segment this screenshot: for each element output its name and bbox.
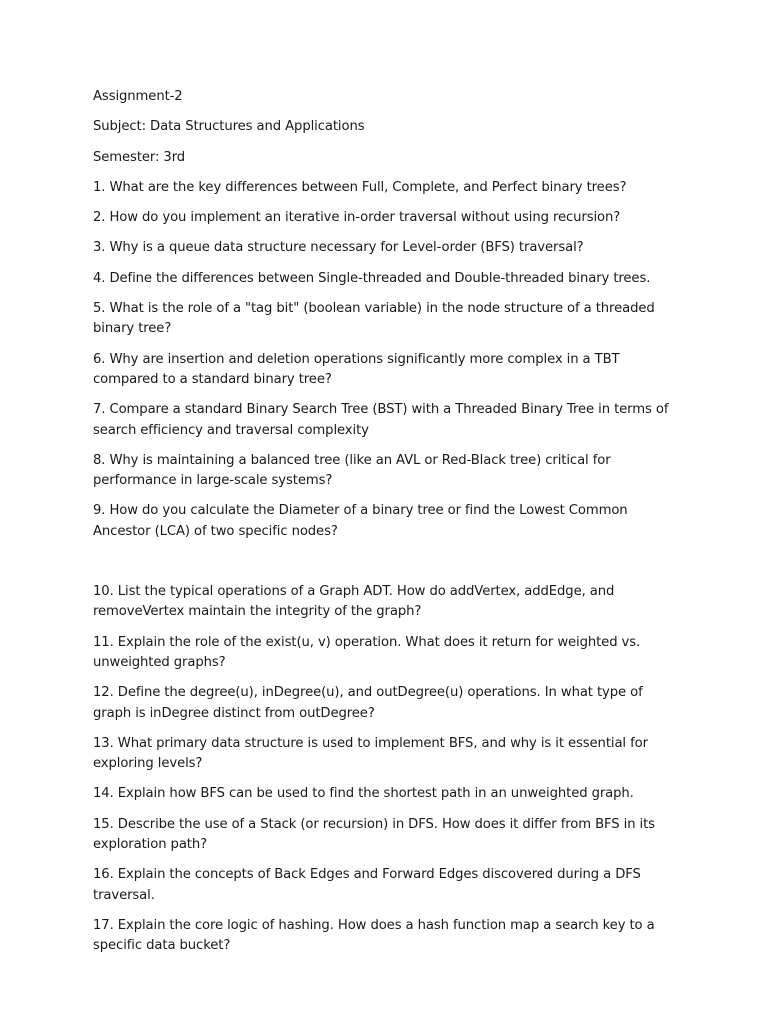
question-6: 6. Why are insertion and deletion operations significantly more complex in a TBT compared to a standard binary tree?: [93, 351, 620, 387]
question-9: 9. How do you calculate the Diameter of a binary tree or find the Lowest Common Ancestor (LCA) of two specific nodes?: [93, 503, 628, 539]
question-7: 7. Compare a standard Binary Search Tree (BST) with a Threaded Binary Tree in terms of search efficiency and traversal complexity: [93, 402, 669, 438]
question-13: 13. What primary data structure is used to implement BFS, and why is it essential for exploring levels?: [93, 735, 648, 772]
question-16: 16. Explain the concepts of Back Edges and Forward Edges discovered during a DFS traversal.: [93, 867, 641, 903]
question-10: 10. List the typical operations of a Graph ADT. How do addVertex, addEdge, and removeVertex maintain the integrity of the graph?: [93, 584, 615, 620]
assignment-title: Assignment-2: [93, 89, 183, 104]
question-8: 8. Why is maintaining a balanced tree (like an AVL or Red-Black tree) critical for performance in large-scale systems?: [93, 452, 611, 489]
question-12: 12. Define the degree(u), inDegree(u), and outDegree(u) operations. In what type of graph is inDegree distinct from outDegree?: [93, 685, 643, 721]
question-17: 17. Explain the core logic of hashing. How does a hash function map a search key to a specific data bucket?: [93, 917, 655, 954]
question-11: 11. Explain the role of the exist(u, v) operation. What does it return for weighted vs. unweighted graphs?: [93, 634, 641, 670]
subject-line: Subject: Data Structures and Applications: [93, 119, 365, 135]
question-4: 4. Define the differences between Single-threaded and Double-threaded binary trees.: [93, 270, 651, 286]
section-gap: [93, 552, 683, 582]
question-14: 14. Explain how BFS can be used to find the shortest path in an unweighted graph.: [93, 786, 634, 802]
semester-line: Semester: 3rd: [93, 149, 186, 165]
document-page: [93, 87, 683, 967]
question-2: 2. How do you implement an iterative in-order traversal without using recursion?: [93, 210, 621, 226]
question-1: 1. What are the key differences between Full, Complete, and Perfect binary trees?: [93, 179, 627, 195]
question-15: 15. Describe the use of a Stack (or recursion) in DFS. How does it differ from BFS in its exploration path?: [93, 816, 655, 853]
question-3: 3. Why is a queue data structure necessary for Level-order (BFS) traversal?: [93, 240, 584, 256]
question-5: 5. What is the role of a "tag bit" (boolean variable) in the node structure of a threaded binary tree?: [93, 301, 655, 337]
